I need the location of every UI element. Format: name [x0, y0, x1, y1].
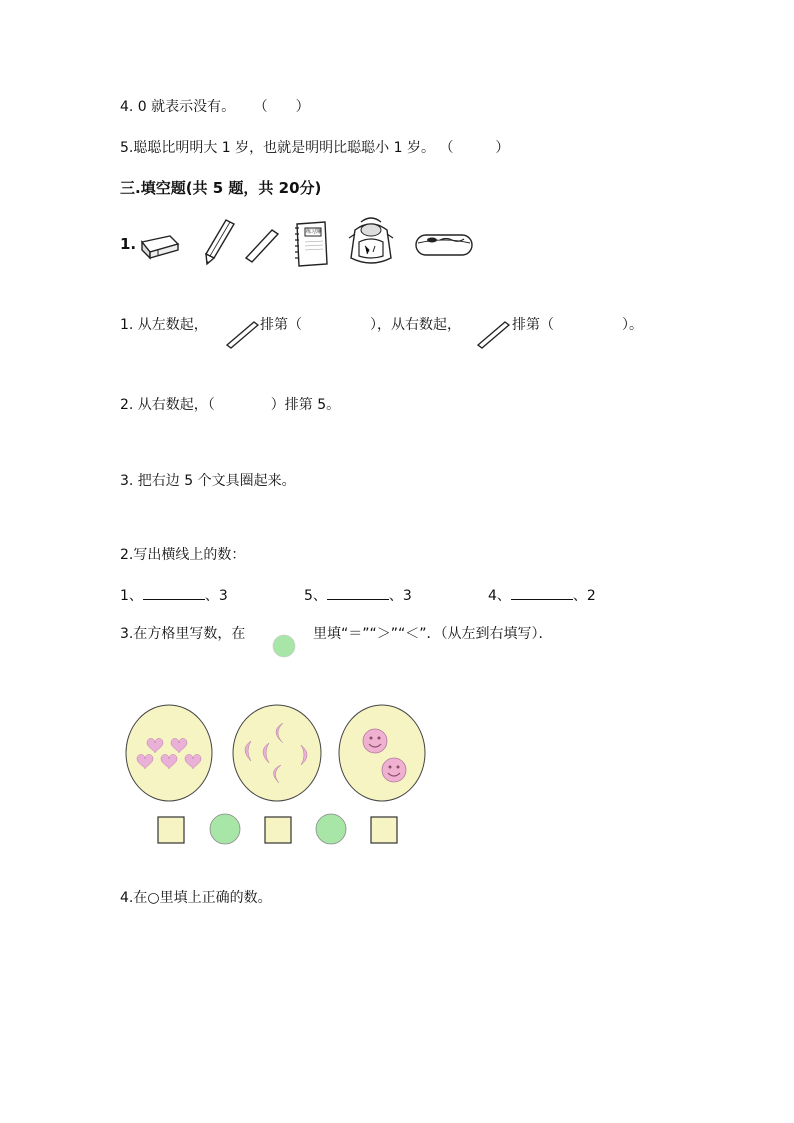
fill-q2-blank-1[interactable] — [143, 587, 205, 600]
question-5 — [120, 137, 509, 157]
fill-q4-title: 4.在○里填上正确的数。 — [120, 890, 272, 906]
answer-box-2[interactable] — [264, 816, 292, 844]
compare-circle-2[interactable] — [315, 813, 347, 845]
fill-q2-item-1-left: 1、 — [120, 588, 143, 604]
fill-q2-item-1-right: 、3 — [204, 588, 228, 604]
fill-q2-item-3-right: 、2 — [572, 588, 596, 604]
fill-q1-label: 1. — [120, 235, 137, 253]
fill-q1-sub1-part1: 1. 从左数起， — [120, 317, 208, 333]
fill-q1-sub1-part3: ），从右数起， — [370, 317, 461, 333]
question-4-text: 4. 0 就表示没有。 — [120, 99, 236, 115]
pencil-case-image — [414, 227, 474, 261]
pencil-image — [202, 218, 236, 266]
moons-oval — [231, 703, 323, 803]
fill-q1-sub1-part5: ）。 — [622, 317, 643, 333]
ruler-icon-left — [226, 320, 260, 350]
fill-q3-title-b: 里填“＝”“＞”“＜”．（从左到右填写）． — [313, 626, 553, 642]
fill-q2-item-3-left: 4、 — [488, 588, 511, 604]
question-5-answer-paren[interactable]: （ ） — [439, 140, 510, 156]
answer-box-3[interactable] — [370, 816, 398, 844]
fill-q2-item-3 — [488, 585, 596, 605]
fill-q1-sub3: 3. 把右边 5 个文具圈起来。 — [120, 473, 296, 489]
section-heading: 三.填空题(共 5 题，共 20分) — [120, 179, 322, 197]
fill-q2-item-2-right: 、3 — [388, 588, 412, 604]
title-circle-icon — [272, 634, 296, 658]
eraser-image — [138, 232, 182, 260]
fill-q1-sub1-part2: 排第（ — [260, 317, 302, 333]
fill-q2-blank-3[interactable] — [511, 587, 573, 600]
ruler-icon-right — [477, 320, 511, 350]
fill-q2-item-1 — [120, 585, 228, 605]
fill-q2-item-2 — [304, 585, 412, 605]
question-4-answer-paren[interactable]: （ ） — [253, 99, 310, 115]
question-5-text: 5.聪聪比明明大 1 岁，也就是明明比聪聪小 1 岁。 — [120, 140, 435, 156]
notebook-image — [291, 220, 331, 268]
answer-box-1[interactable] — [157, 816, 185, 844]
fill-q2-title: 2.写出横线上的数： — [120, 547, 246, 563]
fill-q1-sub1-part4: 排第（ — [512, 317, 554, 333]
question-4 — [120, 96, 310, 116]
fill-q2-item-2-left: 5、 — [304, 588, 327, 604]
ruler-image — [244, 228, 280, 264]
hearts-oval — [124, 703, 214, 803]
fill-q2-blank-2[interactable] — [327, 587, 389, 600]
backpack-image — [345, 216, 397, 268]
notebook-cover-text: 练习簿 — [306, 229, 322, 235]
fill-q1-sub2: 2. 从右数起，（ ）排第 5。 — [120, 397, 341, 413]
fill-q3-title-a: 3.在方格里写数，在 — [120, 626, 246, 642]
smiles-oval — [337, 703, 427, 803]
compare-circle-1[interactable] — [209, 813, 241, 845]
